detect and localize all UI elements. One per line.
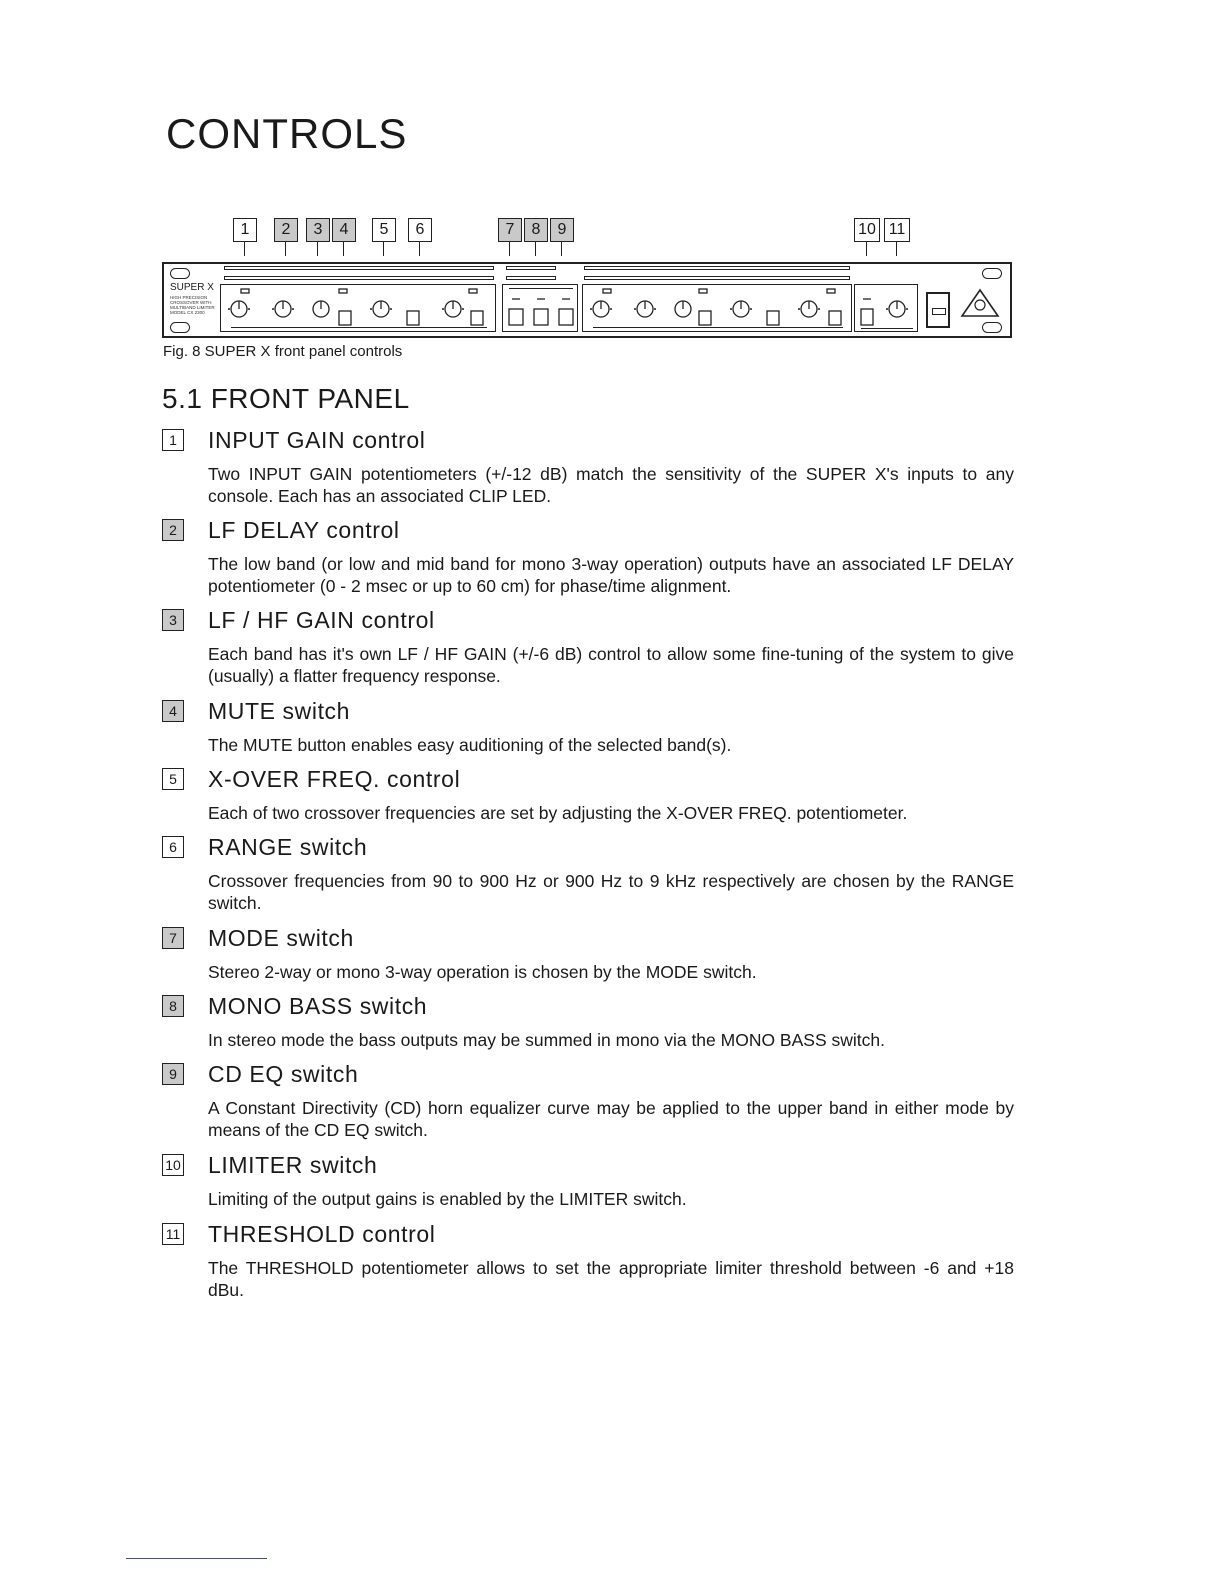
mode-section <box>502 284 578 332</box>
limiter-controls-icon <box>855 285 919 333</box>
item-description: Limiting of the output gains is enabled by the LIMITER switch. <box>208 1189 687 1209</box>
item-description: The MUTE button enables easy auditioning of the selected band(s). <box>208 735 732 755</box>
item-title: LIMITER switch <box>208 1152 378 1178</box>
callout-8: 8 <box>524 218 548 242</box>
channel-a-controls-icon <box>221 285 497 333</box>
section-heading: 5.1 FRONT PANEL <box>162 383 410 414</box>
item-title: X-OVER FREQ. control <box>208 766 461 792</box>
rack-ear-hole-icon <box>982 322 1002 333</box>
figure-caption: Fig. 8 SUPER X front panel controls <box>163 343 403 360</box>
limiter-section <box>854 284 918 332</box>
callout-9: 9 <box>550 218 574 242</box>
front-panel-figure <box>162 218 1014 342</box>
channel-a-section <box>220 284 496 332</box>
brand-name: SUPER X <box>170 282 214 293</box>
item-description: In stereo mode the bass outputs may be summed in mono via the MONO BASS switch. <box>208 1030 885 1050</box>
callout-3: 3 <box>306 218 330 242</box>
mode-switches-icon <box>503 285 579 333</box>
item-title: CD EQ switch <box>208 1061 359 1087</box>
footnote-divider <box>126 1558 267 1559</box>
callout-7: 7 <box>498 218 522 242</box>
brand-subtitle: HIGH PRECISION CROSSOVER WITH MULTIBAND LIMITER MODEL CX 2300 <box>170 295 215 315</box>
item-title: THRESHOLD control <box>208 1221 436 1247</box>
item-title: MONO BASS switch <box>208 993 428 1019</box>
item-number-badge: 6 <box>162 836 184 858</box>
item-description: The THRESHOLD potentiometer allows to set the appropriate limiter threshold between -6 and +18 dBu. <box>208 1258 1014 1300</box>
item-description: Each band has it's own LF / HF GAIN (+/-6 dB) control to allow some fine-tuning of the system to give (usually) a flatter frequency response. <box>208 644 1014 686</box>
item-number-badge: 8 <box>162 995 184 1017</box>
item-title: LF DELAY control <box>208 517 400 543</box>
callout-4: 4 <box>332 218 356 242</box>
item-description: Two INPUT GAIN potentiometers (+/-12 dB) match the sensitivity of the SUPER X's inputs to any console. Each has an associated CLIP LED. <box>208 464 1014 506</box>
callout-10: 10 <box>854 218 880 242</box>
callout-2: 2 <box>274 218 298 242</box>
item-title: MODE switch <box>208 925 354 951</box>
rack-ear-hole-icon <box>170 268 190 279</box>
callout-11: 11 <box>884 218 910 242</box>
callout-5: 5 <box>372 218 396 242</box>
item-title: INPUT GAIN control <box>208 427 426 453</box>
item-title: LF / HF GAIN control <box>208 607 435 633</box>
item-number-badge: 11 <box>162 1223 184 1245</box>
page-title: CONTROLS <box>166 110 408 157</box>
rack-ear-hole-icon <box>170 322 190 333</box>
item-number-badge: 10 <box>162 1154 184 1176</box>
item-description: A Constant Directivity (CD) horn equalizer curve may be applied to the upper band in either mode by means of the CD EQ switch. <box>208 1098 1014 1140</box>
item-number-badge: 7 <box>162 927 184 949</box>
callout-6: 6 <box>408 218 432 242</box>
callout-1: 1 <box>233 218 257 242</box>
item-number-badge: 2 <box>162 519 184 541</box>
item-number-badge: 3 <box>162 609 184 631</box>
rack-ear-hole-icon <box>982 268 1002 279</box>
item-title: MUTE switch <box>208 698 351 724</box>
item-description: Crossover frequencies from 90 to 900 Hz or 900 Hz to 9 kHz respectively are chosen by the RANGE switch. <box>208 871 1014 913</box>
rack-panel <box>162 262 1012 338</box>
channel-b-controls-icon <box>583 285 853 333</box>
power-switch-icon <box>926 292 950 328</box>
item-number-badge: 4 <box>162 700 184 722</box>
item-description: Each of two crossover frequencies are set by adjusting the X-OVER FREQ. potentiometer. <box>208 803 908 823</box>
item-description: Stereo 2-way or mono 3-way operation is chosen by the MODE switch. <box>208 962 757 982</box>
item-number-badge: 5 <box>162 768 184 790</box>
item-description: The low band (or low and mid band for mono 3-way operation) outputs have an associated LF DELAY potentiometer (0 - 2 msec or up to 60 cm) for phase/time alignment. <box>208 554 1014 596</box>
brand-logo-icon <box>960 288 1000 318</box>
channel-b-section <box>582 284 852 332</box>
item-number-badge: 9 <box>162 1063 184 1085</box>
item-title: RANGE switch <box>208 834 368 860</box>
item-number-badge: 1 <box>162 429 184 451</box>
